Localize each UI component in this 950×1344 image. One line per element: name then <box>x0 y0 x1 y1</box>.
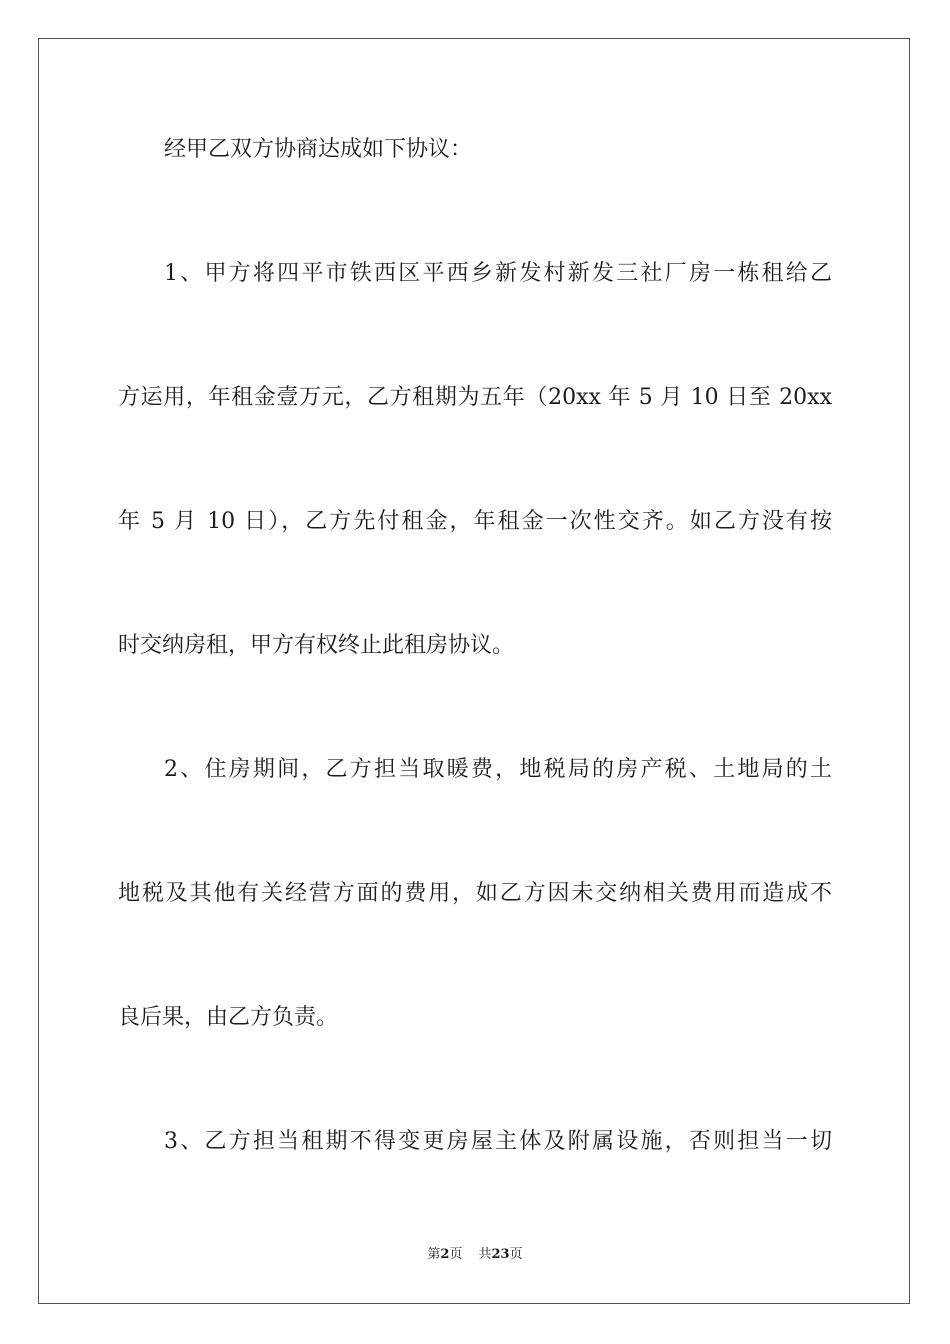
footer-page-suffix: 页 <box>449 1247 463 1262</box>
clause-1-line-2: 方运用，年租金壹万元，乙方租期为五年（20xx 年 5 月 10 日至 20xx <box>118 385 832 410</box>
paragraph-intro: 经甲乙双方协商达成如下协议： <box>164 137 473 162</box>
footer-total-pages: 23 <box>491 1247 510 1262</box>
clause-2-line-1: 2、住房期间，乙方担当取暖费，地税局的房产税、土地局的土 <box>164 757 832 782</box>
footer-page-number: 2 <box>440 1247 450 1262</box>
footer-total-prefix: 共 <box>478 1247 492 1262</box>
clause-3-line-1: 3、乙方担当租期不得变更房屋主体及附属设施，否则担当一切 <box>164 1129 832 1154</box>
clause-1-line-1: 1、甲方将四平市铁西区平西乡新发村新发三社厂房一栋租给乙 <box>164 261 832 286</box>
clause-2-line-3: 良后果，由乙方负责。 <box>118 1005 339 1030</box>
footer-total-suffix: 页 <box>509 1247 523 1262</box>
footer-page-prefix: 第 <box>427 1247 441 1262</box>
clause-1-line-3: 年 5 月 10 日），乙方先付租金，年租金一次性交齐。如乙方没有按 <box>118 509 832 534</box>
clause-1-line-4: 时交纳房租，甲方有权终止此租房协议。 <box>118 633 515 658</box>
page-border <box>38 38 910 1304</box>
clause-2-line-2: 地税及其他有关经营方面的费用，如乙方因未交纳相关费用而造成不 <box>118 881 832 906</box>
page-footer <box>0 1246 950 1264</box>
